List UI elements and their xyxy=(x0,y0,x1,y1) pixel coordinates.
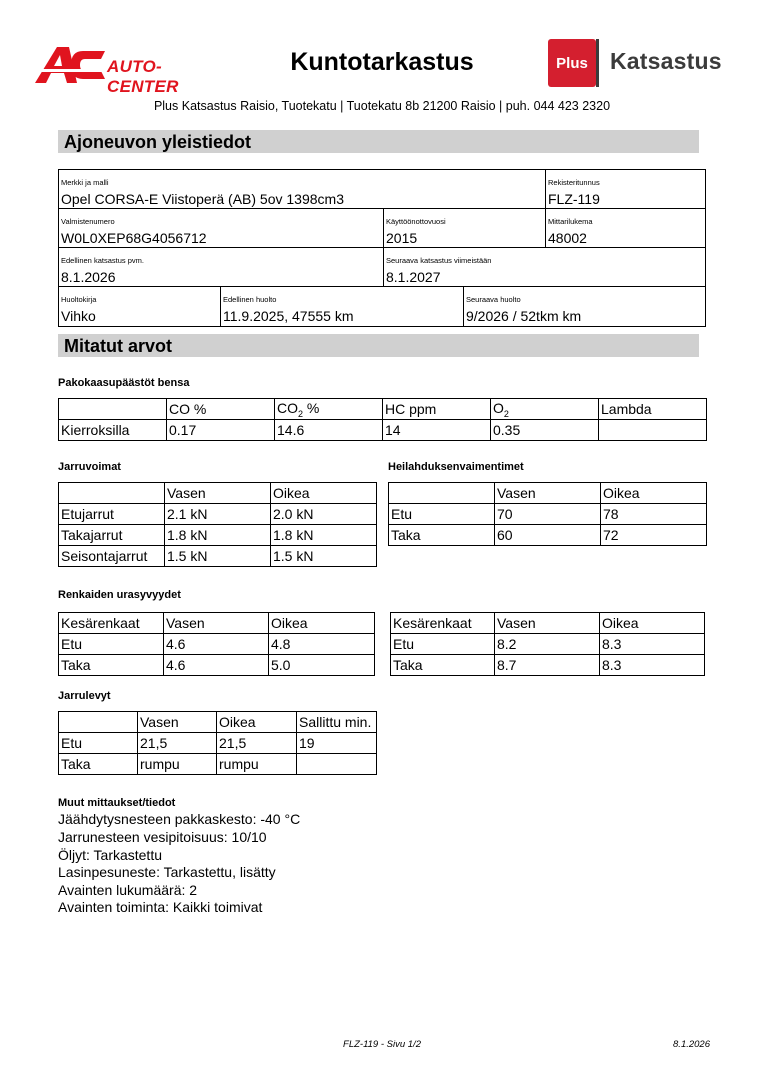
table-cell xyxy=(59,712,138,733)
make-value: Opel CORSA-E Viistoperä (AB) 5ov 1398cm3 xyxy=(61,191,344,207)
table-cell: Kierroksilla xyxy=(59,420,167,441)
service-book-label: Huoltokirja xyxy=(61,295,97,304)
contact-line: Plus Katsastus Raisio, Tuotekatu | Tuotekatu 8b 21200 Raisio | puh. 044 423 2320 xyxy=(153,99,611,113)
plus-katsastus-logo xyxy=(548,39,728,89)
table-cell xyxy=(59,483,165,504)
table-cell: Taka xyxy=(391,655,495,676)
reg-cell xyxy=(546,170,705,208)
auto-center-logo-text: AUTO-CENTER xyxy=(107,57,179,96)
table-cell: 2.0 kN xyxy=(271,504,377,525)
table-cell: 21,5 xyxy=(138,733,217,754)
footer-date: 8.1.2026 xyxy=(673,1039,710,1050)
table-cell xyxy=(59,399,167,420)
table-cell: Seisontajarrut xyxy=(59,546,165,567)
table-cell: Takajarrut xyxy=(59,525,165,546)
make-label: Merkki ja malli xyxy=(61,178,109,187)
table-cell: Etu xyxy=(391,634,495,655)
table-row xyxy=(59,504,377,525)
odometer-label: Mittarilukema xyxy=(548,217,593,226)
table-cell: Etu xyxy=(59,634,164,655)
co2-header-cell: $CO_2$ % xyxy=(275,399,383,420)
last-service-value: 11.9.2025, 47555 km xyxy=(223,308,354,324)
table-cell: 14 xyxy=(383,420,491,441)
brakes-title: Jarruvoimat xyxy=(58,461,121,473)
table-cell xyxy=(599,420,707,441)
next-service-cell xyxy=(464,287,705,326)
footer-page-number: FLZ-119 - Sivu 1/2 xyxy=(343,1039,421,1050)
table-cell: Taka xyxy=(389,525,495,546)
table-row xyxy=(59,483,377,504)
shocks-title: Heilahduksenvaimentimet xyxy=(388,461,524,473)
vehicle-row-2 xyxy=(58,208,706,248)
plus-badge-text: Plus xyxy=(556,54,588,72)
last-inspection-cell xyxy=(59,248,384,286)
emissions-table xyxy=(58,398,707,441)
reg-value: FLZ-119 xyxy=(548,191,600,207)
odometer-cell xyxy=(546,209,705,247)
table-cell: Kesärenkaat xyxy=(391,613,495,634)
table-cell: 8.3 xyxy=(600,634,705,655)
next-service-label: Seuraava huolto xyxy=(466,295,521,304)
table-cell: 78 xyxy=(601,504,707,525)
table-cell: 0.35 xyxy=(491,420,599,441)
misc-line: Öljyt: Tarkastettu xyxy=(58,847,163,863)
table-row xyxy=(59,754,377,775)
document-title: Kuntotarkastus xyxy=(290,48,474,76)
table-cell: Kesärenkaat xyxy=(59,613,164,634)
table-row xyxy=(59,613,375,634)
service-book-cell xyxy=(59,287,221,326)
table-cell: 4.6 xyxy=(164,655,269,676)
section-header-vehicle: Ajoneuvon yleistiedot xyxy=(58,130,699,153)
table-row xyxy=(59,420,707,441)
vehicle-row-4 xyxy=(58,286,706,327)
logo-separator-icon xyxy=(596,39,610,87)
table-cell: rumpu xyxy=(138,754,217,775)
reg-label: Rekisteritunnus xyxy=(548,178,600,187)
table-row xyxy=(389,483,707,504)
misc-line: Jäähdytysnesteen pakkaskesto: -40 °C xyxy=(58,811,301,827)
table-cell: Oikea xyxy=(271,483,377,504)
table-cell: Etujarrut xyxy=(59,504,165,525)
table-cell: 4.8 xyxy=(269,634,375,655)
vin-label: Valmistenumero xyxy=(61,217,115,226)
vin-cell xyxy=(59,209,384,247)
table-row xyxy=(59,733,377,754)
misc-line: Lasinpesuneste: Tarkastettu, lisätty xyxy=(58,864,276,880)
table-cell: 19 xyxy=(297,733,377,754)
table-cell: Lambda xyxy=(599,399,707,420)
auto-center-logo xyxy=(35,45,225,96)
misc-title: Muut mittaukset/tiedot xyxy=(58,797,176,809)
table-cell: Sallittu min. xyxy=(297,712,377,733)
table-row xyxy=(59,525,377,546)
o2-header-cell: $O_2$ xyxy=(491,399,599,420)
next-inspection-label: Seuraava katsastus viimeistään xyxy=(386,256,492,265)
table-cell: Oikea xyxy=(601,483,707,504)
next-inspection-cell xyxy=(384,248,705,286)
intro-year-label: Käyttöönottovuosi xyxy=(386,217,446,226)
misc-line: Avainten lukumäärä: 2 xyxy=(58,882,198,898)
next-service-value: 9/2026 / 52tkm km xyxy=(466,308,582,324)
table-cell: 14.6 xyxy=(275,420,383,441)
table-cell: 1.5 kN xyxy=(271,546,377,567)
table-cell: 8.3 xyxy=(600,655,705,676)
table-cell: Oikea xyxy=(269,613,375,634)
brakes-table xyxy=(58,482,377,567)
plus-badge xyxy=(548,39,596,87)
table-cell: rumpu xyxy=(217,754,297,775)
table-cell: Taka xyxy=(59,655,164,676)
table-cell: Vasen xyxy=(495,613,600,634)
table-cell: Etu xyxy=(59,733,138,754)
table-cell xyxy=(297,754,377,775)
shocks-table xyxy=(388,482,707,546)
vehicle-row-3 xyxy=(58,247,706,287)
table-row xyxy=(389,504,707,525)
table-cell: 70 xyxy=(495,504,601,525)
katsastus-logo-text: Katsastus xyxy=(610,48,722,74)
table-row xyxy=(59,655,375,676)
vin-value: W0L0XEP68G4056712 xyxy=(61,230,207,246)
table-cell: Etu xyxy=(389,504,495,525)
tyres-table-1 xyxy=(58,612,375,676)
table-row xyxy=(59,712,377,733)
table-cell: 72 xyxy=(601,525,707,546)
vehicle-row-1 xyxy=(58,169,706,209)
table-cell: 8.2 xyxy=(495,634,600,655)
table-row xyxy=(391,613,705,634)
table-cell: 0.17 xyxy=(167,420,275,441)
discs-title: Jarrulevyt xyxy=(58,690,111,702)
table-cell: 1.8 kN xyxy=(165,525,271,546)
last-inspection-value: 8.1.2026 xyxy=(61,269,116,285)
table-cell: Oikea xyxy=(217,712,297,733)
tyres-title: Renkaiden urasyvyydet xyxy=(58,589,181,601)
table-row xyxy=(59,546,377,567)
table-cell: HC ppm xyxy=(383,399,491,420)
make-cell xyxy=(59,170,546,208)
misc-line: Jarrunesteen vesipitoisuus: 10/10 xyxy=(58,829,267,845)
table-row xyxy=(391,634,705,655)
next-inspection-value: 8.1.2027 xyxy=(386,269,441,285)
last-service-cell xyxy=(221,287,464,326)
table-cell: 2.1 kN xyxy=(165,504,271,525)
table-cell: 1.5 kN xyxy=(165,546,271,567)
odometer-value: 48002 xyxy=(548,230,587,246)
last-service-label: Edellinen huolto xyxy=(223,295,277,304)
last-inspection-label: Edellinen katsastus pvm. xyxy=(61,256,144,265)
intro-year-cell xyxy=(384,209,546,247)
table-cell: Taka xyxy=(59,754,138,775)
table-cell: Vasen xyxy=(164,613,269,634)
table-row xyxy=(59,634,375,655)
table-cell xyxy=(389,483,495,504)
table-cell: 4.6 xyxy=(164,634,269,655)
section-header-measured: Mitatut arvot xyxy=(58,334,699,357)
emissions-title: Pakokaasupäästöt bensa xyxy=(58,377,190,389)
discs-table xyxy=(58,711,377,775)
table-row xyxy=(391,655,705,676)
table-row xyxy=(389,525,707,546)
table-row xyxy=(59,399,707,420)
table-cell: Vasen xyxy=(495,483,601,504)
misc-line: Avainten toiminta: Kaikki toimivat xyxy=(58,899,263,915)
intro-year-value: 2015 xyxy=(386,230,418,246)
table-cell: CO % xyxy=(167,399,275,420)
table-cell: Oikea xyxy=(600,613,705,634)
table-cell: 1.8 kN xyxy=(271,525,377,546)
table-cell: Vasen xyxy=(165,483,271,504)
table-cell: 60 xyxy=(495,525,601,546)
table-cell: 21,5 xyxy=(217,733,297,754)
table-cell: 8.7 xyxy=(495,655,600,676)
service-book-value: Vihko xyxy=(61,308,96,324)
tyres-table-2 xyxy=(390,612,705,676)
table-cell: 5.0 xyxy=(269,655,375,676)
table-cell: Vasen xyxy=(138,712,217,733)
